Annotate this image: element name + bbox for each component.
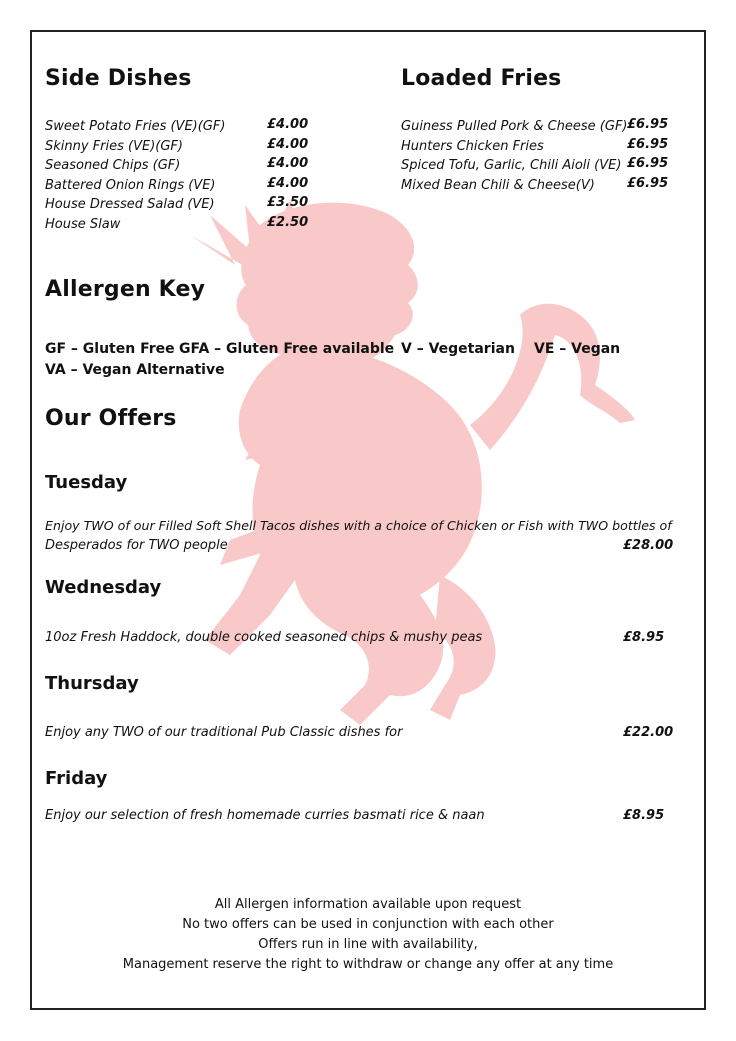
allergen-va: VA – Vegan Alternative: [45, 362, 225, 378]
item-name: Hunters Chicken Fries: [401, 138, 544, 154]
item-name: House Dressed Salad (VE): [45, 197, 215, 212]
item-price: £4.00: [267, 156, 309, 171]
list-item: [401, 135, 691, 155]
offer-text: Enjoy our selection of fresh homemade curries basmati rice & naan: [45, 808, 485, 823]
list-item: [401, 115, 691, 135]
allergen-gfa: GFA – Gluten Free available: [179, 341, 395, 357]
list-item: [45, 193, 315, 213]
loaded-fries-list: [401, 115, 691, 193]
offer-text: Desperados for TWO people: [45, 538, 228, 553]
loaded-fries-title: Loaded Fries: [401, 66, 562, 91]
item-name: Seasoned Chips (GF): [45, 158, 181, 173]
offer-price: £8.95: [623, 808, 665, 823]
item-name: Skinny Fries (VE)(GF): [45, 138, 183, 154]
list-item: [45, 213, 315, 233]
offer-day-thursday: Thursday: [45, 673, 139, 694]
offer-day-friday: Friday: [45, 768, 108, 789]
offer-price: £22.00: [623, 725, 674, 740]
list-item: [45, 154, 315, 174]
offer-day-wednesday: Wednesday: [45, 577, 162, 598]
item-name: House Slaw: [45, 216, 121, 232]
list-item: [45, 174, 315, 194]
item-name: Battered Onion Rings (VE): [45, 177, 216, 193]
item-price: £6.95: [627, 136, 669, 152]
list-item: [401, 154, 691, 174]
item-name: Mixed Bean Chili & Cheese(V): [401, 177, 595, 193]
offer-text: Enjoy any TWO of our traditional Pub Classic dishes for: [45, 725, 403, 740]
item-price: £4.00: [267, 136, 309, 152]
offer-text: Enjoy TWO of our Filled Soft Shell Tacos dishes with a choice of Chicken or Fish with TWO bottles of: [45, 518, 672, 533]
allergen-gf: GF – Gluten Free: [45, 341, 175, 357]
side-dishes-title: Side Dishes: [45, 66, 192, 91]
list-item: [45, 115, 315, 135]
offer-price: £8.95: [623, 630, 665, 645]
allergen-v: V – Vegetarian: [401, 341, 515, 357]
list-item: [45, 135, 315, 155]
side-dishes-list: [45, 115, 315, 232]
item-price: £4.00: [267, 117, 309, 132]
item-price: £6.95: [627, 175, 669, 191]
rampant-lion-watermark: [150, 195, 650, 735]
footer-line: All Allergen information available upon request: [214, 897, 522, 912]
offer-text: 10oz Fresh Haddock, double cooked seasoned chips & mushy peas: [45, 630, 483, 645]
list-item: [401, 174, 691, 194]
item-price: £6.95: [627, 156, 669, 171]
footer-notes: [30, 895, 706, 975]
offers-title: Our Offers: [45, 406, 177, 431]
item-name: Sweet Potato Fries (VE)(GF): [45, 119, 226, 134]
footer-line: No two offers can be used in conjunction with each other: [182, 917, 554, 932]
allergen-key-title: Allergen Key: [45, 277, 206, 302]
item-name: Guiness Pulled Pork & Cheese (GF): [401, 119, 628, 134]
offer-day-tuesday: Tuesday: [45, 472, 128, 493]
offer-price: £28.00: [623, 538, 674, 553]
item-name: Spiced Tofu, Garlic, Chili Aioli (VE): [401, 158, 622, 173]
item-price: £6.95: [627, 117, 669, 132]
item-price: £3.50: [267, 195, 309, 210]
footer-line: Management reserve the right to withdraw or change any offer at any time: [122, 957, 614, 972]
allergen-ve: VE – Vegan: [534, 341, 621, 357]
item-price: £2.50: [267, 214, 309, 230]
item-price: £4.00: [267, 175, 309, 191]
footer-line: Offers run in line with availability,: [258, 937, 478, 952]
